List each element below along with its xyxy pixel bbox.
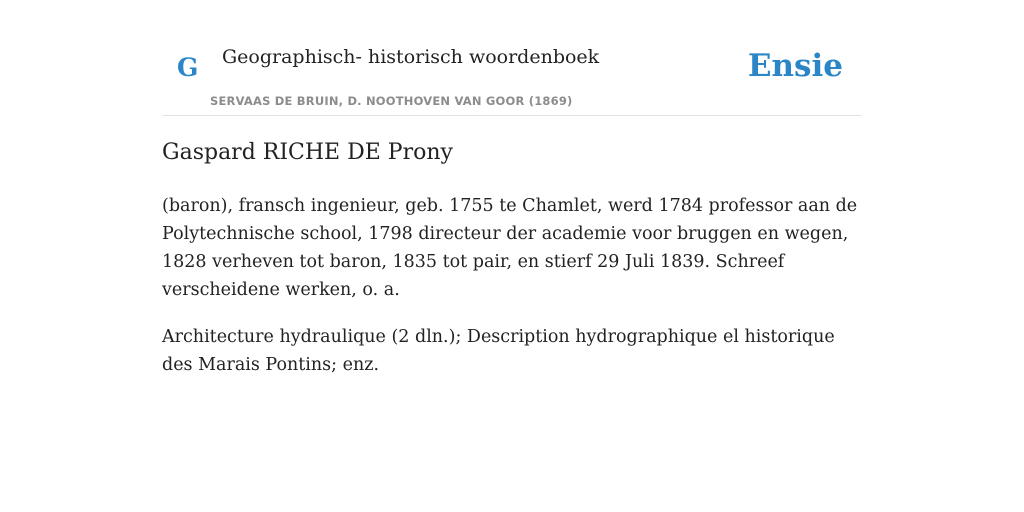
header bbox=[162, 0, 862, 116]
book-authors: SERVAAS DE BRUIN, D. NOOTHOVEN VAN GOOR (1869) bbox=[210, 94, 573, 108]
book-logo-letter[interactable]: G bbox=[177, 53, 199, 82]
entry-body bbox=[162, 192, 862, 398]
book-title[interactable]: Geographisch- historisch woordenboek bbox=[222, 46, 600, 68]
ensie-logo[interactable]: Ensie bbox=[747, 48, 843, 84]
entry-paragraph: (baron), fransch ingenieur, geb. 1755 te Chamlet, werd 1784 professor aan de Polytechnische school, 1798 directeur der academie voor bruggen en wegen, 1828 verheven tot baron, 1835 tot pair, en stierf 29 Juli 1839. Schreef verscheidene werken, o. a. bbox=[162, 196, 858, 300]
entry-title: Gaspard RICHE DE Prony bbox=[162, 140, 453, 165]
entry-paragraph: Architecture hydraulique (2 dln.); Description hydrographique el historique des Marais Pontins; enz. bbox=[162, 327, 835, 375]
